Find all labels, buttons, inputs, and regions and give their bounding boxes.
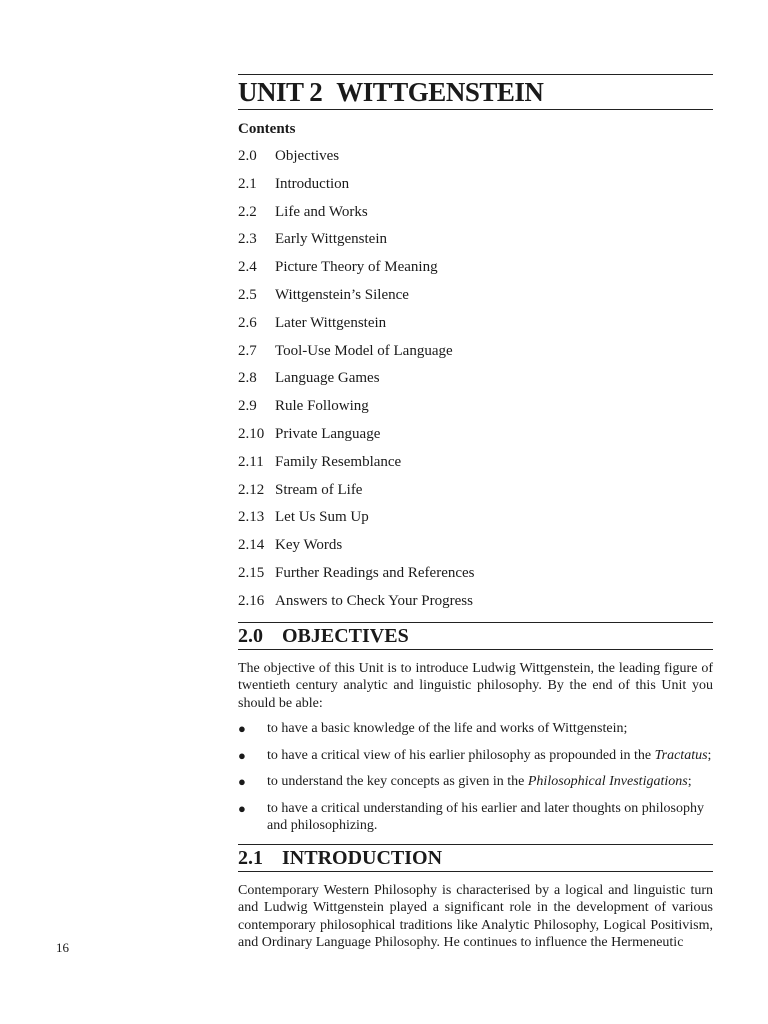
unit-name: WITTGENSTEIN (336, 77, 544, 107)
toc-item (238, 342, 713, 370)
unit-number: UNIT 2 (238, 77, 323, 107)
toc-item (238, 564, 713, 592)
toc-item-number: 2.12 (238, 481, 265, 498)
toc-item-number: 2.10 (238, 425, 265, 442)
bullet-dot-icon: ● (238, 800, 246, 816)
introduction-heading (238, 845, 713, 871)
contents-heading: Contents (238, 121, 296, 137)
toc-item-number: 2.14 (238, 537, 265, 554)
objective-bullet (238, 720, 713, 738)
toc-item-number: 2.3 (238, 231, 257, 248)
objective-text-end: ; (707, 747, 712, 763)
toc-item-number: 2.15 (238, 564, 265, 581)
table-of-contents (238, 147, 713, 620)
toc-item-title: Let Us Sum Up (275, 509, 369, 526)
bullet-dot-icon: ● (238, 747, 246, 763)
toc-item-title: Answers to Check Your Progress (275, 592, 473, 609)
toc-item-title: Rule Following (275, 398, 369, 415)
introduction-text: Contemporary Western Philosophy is characterised by a logical and linguistic turn and Ludwig Wittgenstein played a significant role in the development of various contemporary philosophical traditions like Analytic Philosophy, Logical Positivism, and Ordinary Language Philosophy. He continues to influence the Hermeneutic (238, 882, 713, 951)
objective-bullet (238, 800, 713, 835)
top-rule (238, 74, 713, 75)
toc-item-title: Family Resemblance (275, 453, 402, 470)
toc-item-number: 2.8 (238, 370, 257, 387)
toc-item-title: Further Readings and References (275, 564, 475, 581)
introduction-title: INTRODUCTION (282, 846, 443, 869)
toc-item-title: Stream of Life (275, 481, 363, 498)
objectives-rule-bottom (238, 649, 713, 650)
toc-item-title: Wittgenstein’s Silence (275, 286, 409, 303)
toc-item (238, 536, 713, 564)
toc-item (238, 175, 713, 203)
objectives-list (238, 720, 713, 835)
objective-bullet (238, 747, 713, 765)
toc-item-title: Key Words (275, 537, 343, 554)
page-number: 16 (56, 940, 69, 955)
objectives-number: 2.0 (238, 624, 263, 647)
toc-item-title: Early Wittgenstein (275, 231, 388, 248)
objective-work-title: Tractatus (654, 747, 708, 763)
introduction-number: 2.1 (238, 846, 263, 869)
objective-text-main: to have a critical understanding of his earlier and later thoughts on philosophy and philosophizing. (267, 800, 704, 834)
toc-item-number: 2.5 (238, 286, 257, 303)
toc-item (238, 508, 713, 536)
toc-item-title: Tool-Use Model of Language (275, 342, 453, 359)
objective-text (267, 773, 692, 791)
toc-item (238, 258, 713, 286)
toc-item-number: 2.6 (238, 314, 257, 331)
toc-item (238, 453, 713, 481)
bullet-dot-icon: ● (238, 721, 246, 737)
toc-item-title: Life and Works (275, 203, 368, 220)
toc-item-number: 2.0 (238, 148, 257, 164)
toc-item-number: 2.1 (238, 175, 257, 192)
objective-text-main: to understand the key concepts as given in the (267, 774, 528, 790)
toc-item-number: 2.4 (238, 259, 257, 276)
toc-item (238, 425, 713, 453)
objective-work-title: Philosophical Investigations (527, 774, 688, 790)
toc-item-title: Objectives (275, 148, 340, 164)
toc-item-number: 2.7 (238, 342, 257, 359)
objectives-heading (238, 623, 713, 649)
objective-text (267, 720, 627, 738)
intro-rule-bottom (238, 871, 713, 872)
toc-item-title: Language Games (275, 370, 380, 387)
toc-item-number: 2.2 (238, 203, 257, 220)
objective-text-end: ; (687, 774, 692, 790)
toc-item (238, 147, 713, 175)
toc-item (238, 369, 713, 397)
toc-item (238, 592, 713, 620)
toc-item-number: 2.11 (238, 453, 264, 470)
toc-item-title: Later Wittgenstein (275, 314, 387, 331)
toc-item (238, 481, 713, 509)
toc-item (238, 203, 713, 231)
unit-title (238, 77, 713, 109)
objective-text-main: to have a critical view of his earlier philosophy as propounded in the (267, 747, 655, 763)
objectives-intro: The objective of this Unit is to introduce Ludwig Wittgenstein, the leading figure of twentieth century analytic and linguistic philosophy. By the end of this Unit you should be able: (238, 660, 713, 711)
title-rule (238, 109, 713, 110)
toc-item-number: 2.9 (238, 398, 257, 415)
toc-item-title: Introduction (275, 175, 350, 192)
toc-item (238, 286, 713, 314)
objective-bullet (238, 773, 713, 791)
objective-text (267, 747, 711, 765)
toc-item-title: Private Language (275, 425, 381, 442)
toc-item-title: Picture Theory of Meaning (275, 259, 438, 276)
objective-text (267, 800, 713, 835)
page-body (238, 74, 713, 952)
toc-item-number: 2.13 (238, 509, 265, 526)
bullet-dot-icon: ● (238, 774, 246, 790)
objectives-title: OBJECTIVES (282, 624, 409, 647)
toc-item (238, 230, 713, 258)
toc-item (238, 397, 713, 425)
toc-item (238, 314, 713, 342)
toc-item-number: 2.16 (238, 592, 265, 609)
objective-text-main: to have a basic knowledge of the life and works of Wittgenstein; (267, 721, 628, 737)
